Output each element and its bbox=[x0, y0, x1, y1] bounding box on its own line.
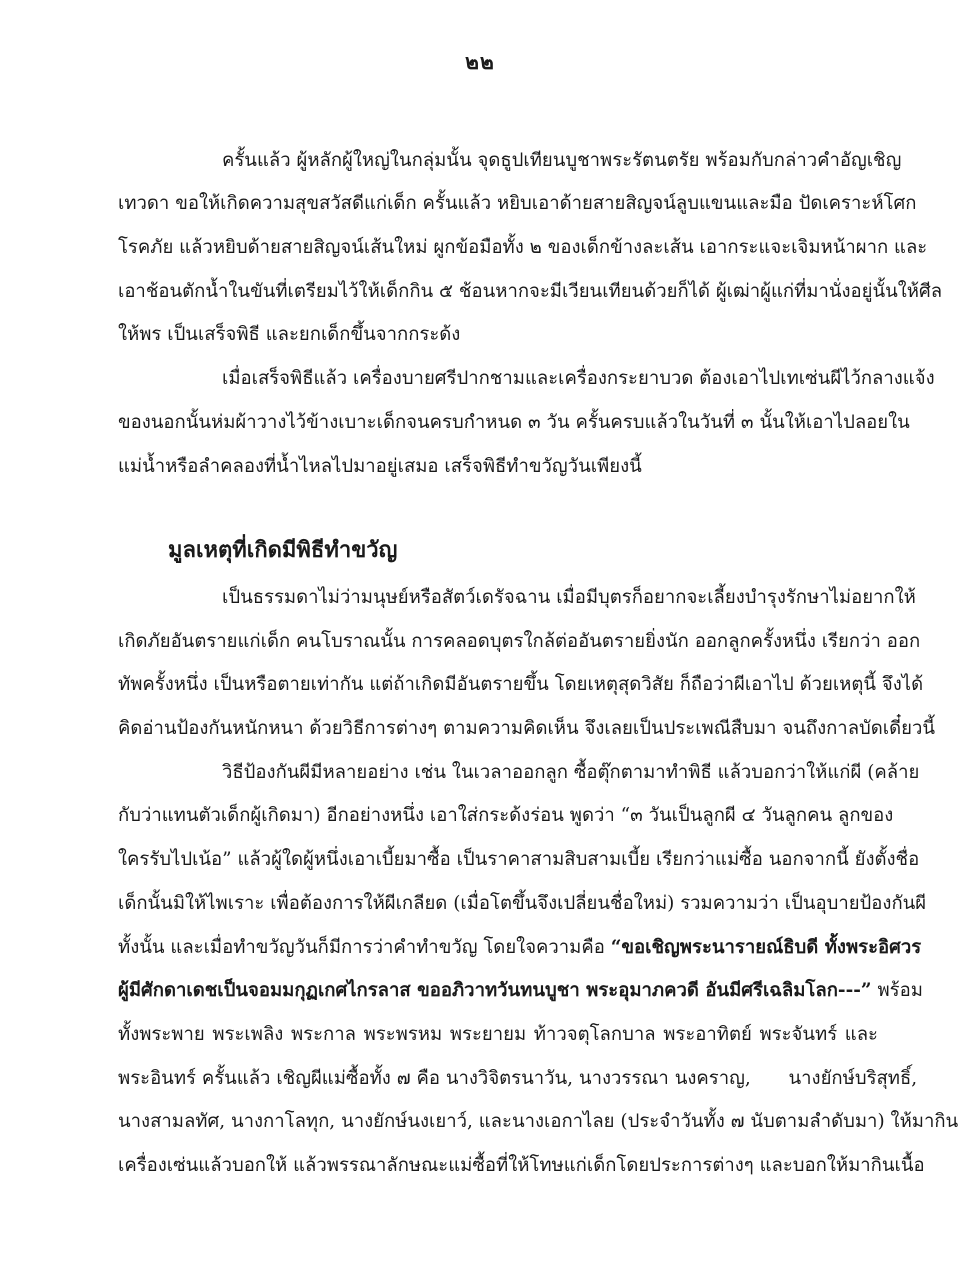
line5-normal-text: ทั้งนั้น และเมื่อทำขวัญวันก็มีการว่าคำทำขวัญ โดยใจความคือ bbox=[118, 937, 605, 958]
paragraph1-line-5: ให้พร เป็นเสร็จพิธี และยกเด็กขึ้นจากกระด้ง bbox=[118, 324, 461, 345]
paragraph1-line-2: เทวดา ขอให้เกิดความสุขสวัสดีแก่เด็ก ครั้นแล้ว หยิบเอาด้ายสายสิญจน์ลูบแขนและมือ ปัดเคราะห์โศก bbox=[118, 193, 917, 214]
paragraph1-line-3: โรคภัย แล้วหยิบด้ายสายสิญจน์เส้นใหม่ ผูกข้อมือทั้ง ๒ ของเด็กข้างละเส้น เอากระแจะเจิมหน้าผาก และ bbox=[118, 237, 928, 258]
paragraph4-line-6 bbox=[118, 979, 923, 1003]
paragraph4-line-3: ใครรับไปเน้อ” แล้วผู้ใดผู้หนึ่งเอาเบี้ยมาซื้อ เป็นราคาสามสิบสามเบี้ย เรียกว่าแม่ซื้อ นอกจากนี้ ยังตั้งชื่อ bbox=[118, 849, 920, 870]
line6-normal-text: พร้อม bbox=[877, 980, 923, 1001]
line8-part-a: พระอินทร์ ครั้นแล้ว เชิญผีแม่ซื้อทั้ง ๗ คือ นางวิจิตรนาวัน, นางวรรณา นงคราญ, bbox=[118, 1068, 751, 1089]
paragraph3-line-4: คิดอ่านป้องกันหนักหนา ด้วยวิธีการต่างๆ ตามความคิดเห็น จึงเลยเป็นประเพณีสืบมา จนถึงกาลบัดเดี๋ยวนี้ bbox=[118, 718, 935, 739]
paragraph4-line-1: วิธีป้องกันผีมีหลายอย่าง เช่น ในเวลาออกลูก ซื้อตุ๊กตามาทำพิธี แล้วบอกว่าให้แก่ผี (คล้าย bbox=[222, 762, 920, 783]
invocation-bold-text-1: “ขอเชิญพระนารายณ์ธิบดี ทั้งพระอิศวร bbox=[610, 937, 922, 958]
paragraph4-line-4: เด็กนั้นมิให้ไพเราะ เพื่อต้องการให้ผีเกลียด (เมื่อโตขึ้นจึงเปลี่ยนชื่อใหม่) รวมความว่า เป็นอุบายป้องกันผี bbox=[118, 893, 927, 914]
paragraph4-line-2: กับว่าแทนตัวเด็กผู้เกิดมา) อีกอย่างหนึ่ง เอาใส่กระด้งร่อน พูดว่า “๓ วันเป็นลูกผี ๔ วันลูกคน ลูกของ bbox=[118, 805, 894, 826]
page-number: ๒๒ bbox=[465, 49, 495, 74]
paragraph4-line-7: ทั้งพระพาย พระเพลิง พระกาล พระพรหม พระยายม ท้าวจตุโลกบาล พระอาทิตย์ พระจันทร์ และ bbox=[118, 1024, 878, 1045]
paragraph4-line-8 bbox=[118, 1067, 918, 1091]
paragraph1-line-1: ครั้นแล้ว ผู้หลักผู้ใหญ่ในกลุ่มนั้น จุดธูปเทียนบูชาพระรัตนตรัย พร้อมกับกล่าวคำอัญเชิญ bbox=[222, 150, 902, 171]
paragraph3-line-2: เกิดภัยอันตรายแก่เด็ก คนโบราณนั้น การคลอดบุตรใกล้ต่ออันตรายยิ่งนัก ออกลูกครั้งหนึ่ง เรียกว่า ออก bbox=[118, 631, 921, 652]
paragraph2-line-3: แม่น้ำหรือลำคลองที่น้ำไหลไปมาอยู่เสมอ เสร็จพิธีทำขวัญวันเพียงนี้ bbox=[118, 456, 642, 477]
paragraph2-line-1: เมื่อเสร็จพิธีแล้ว เครื่องบายศรีปากชามและเครื่องกระยาบวด ต้องเอาไปเทเซ่นผีไว้กลางแจ้ง bbox=[222, 368, 935, 389]
paragraph4-line-9: นางสามลทัศ, นางกาโลทุก, นางยักษ์นงเยาว์, และนางเอกาไลย (ประจำวันทั้ง ๗ นับตามลำดับมา) ให้มากิน bbox=[118, 1111, 959, 1132]
invocation-bold-text-2: ผู้มีศักดาเดชเป็นจอมมกุฏเกศไกรลาส ขออภิวาทวันทนบูชา พระอุมาภควดี อันมีศรีเฉลิมโลก---” bbox=[118, 980, 872, 1001]
line8-part-b: นางยักษ์บริสุทธิ์, bbox=[788, 1068, 918, 1089]
paragraph4-line-10: เครื่องเซ่นแล้วบอกให้ แล้วพรรณาลักษณะแม่ซื้อที่ให้โทษแก่เด็กโดยประการต่างๆ และบอกให้มากินเนื้อ bbox=[118, 1155, 925, 1176]
paragraph3-line-3: ทัพครั้งหนึ่ง เป็นหรือตายเท่ากัน แต่ถ้าเกิดมีอันตรายขึ้น โดยเหตุสุดวิสัย ก็ถือว่าผีเอาไป ด้วยเหตุนี้ จึงได้ bbox=[118, 674, 924, 695]
paragraph1-line-4: เอาช้อนตักน้ำในขันที่เตรียมไว้ให้เด็กกิน ๕ ช้อนหากจะมีเวียนเทียนด้วยก็ได้ ผู้เฒ่าผู้แก่ที่มานั่งอยู่นั้นให้ศีล bbox=[118, 281, 943, 302]
paragraph3-line-1: เป็นธรรมดาไม่ว่ามนุษย์หรือสัตว์เดรัจฉาน เมื่อมีบุตรก็อยากจะเลี้ยงบำรุงรักษาไม่อยากให้ bbox=[222, 587, 916, 608]
paragraph2-line-2: ของนอกนั้นห่มผ้าวางไว้ข้างเบาะเด็กจนครบกำหนด ๓ วัน ครั้นครบแล้วในวันที่ ๓ นั้นให้เอาไปลอยใน bbox=[118, 412, 910, 433]
section-heading: มูลเหตุที่เกิดมีพิธีทำขวัญ bbox=[168, 537, 398, 563]
paragraph4-line-5 bbox=[118, 936, 922, 960]
